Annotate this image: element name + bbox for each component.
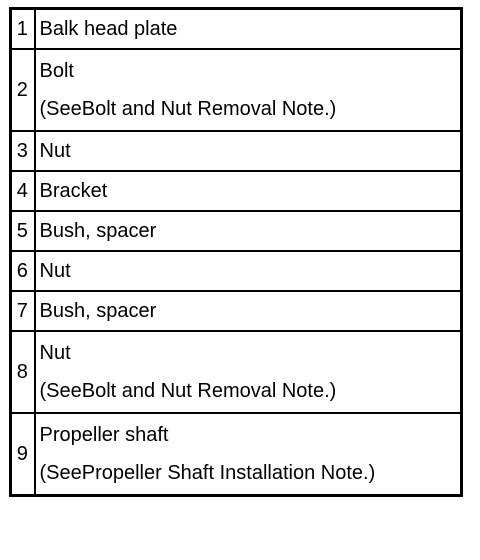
part-name: Bracket: [39, 180, 108, 202]
table-row: [11, 131, 462, 171]
part-number: 2: [11, 49, 35, 131]
table-row: [11, 291, 462, 331]
part-name: Nut: [39, 140, 71, 162]
part-name: Balk head plate: [39, 18, 178, 40]
part-name: Propeller shaft: [39, 424, 169, 446]
table-row: [11, 251, 462, 291]
part-number: 3: [11, 131, 35, 171]
part-name: Bush, spacer: [39, 300, 157, 322]
part-description: [35, 9, 462, 50]
part-description: [35, 171, 462, 211]
table-row: [11, 331, 462, 413]
table-row: [11, 49, 462, 131]
part-note: (SeeBolt and Nut Removal Note.): [39, 380, 337, 402]
part-number: 8: [11, 331, 35, 413]
part-description: [35, 291, 462, 331]
part-name: Nut: [39, 342, 71, 364]
table-row: [11, 9, 462, 50]
table-row: [11, 413, 462, 496]
part-name: Bush, spacer: [39, 220, 157, 242]
part-description: [35, 131, 462, 171]
part-number: 9: [11, 413, 35, 496]
part-number: 1: [11, 9, 35, 50]
part-name: Nut: [39, 260, 71, 282]
part-description: [35, 49, 462, 131]
part-description: [35, 251, 462, 291]
part-description: [35, 413, 462, 496]
part-number: 7: [11, 291, 35, 331]
part-number: 6: [11, 251, 35, 291]
part-number: 4: [11, 171, 35, 211]
parts-legend-table: [9, 7, 463, 497]
part-description: [35, 331, 462, 413]
part-note: (SeePropeller Shaft Installation Note.): [39, 462, 376, 484]
part-note: (SeeBolt and Nut Removal Note.): [39, 98, 337, 120]
part-number: 5: [11, 211, 35, 251]
table-row: [11, 211, 462, 251]
table-row: [11, 171, 462, 211]
part-name: Bolt: [39, 60, 74, 82]
part-description: [35, 211, 462, 251]
